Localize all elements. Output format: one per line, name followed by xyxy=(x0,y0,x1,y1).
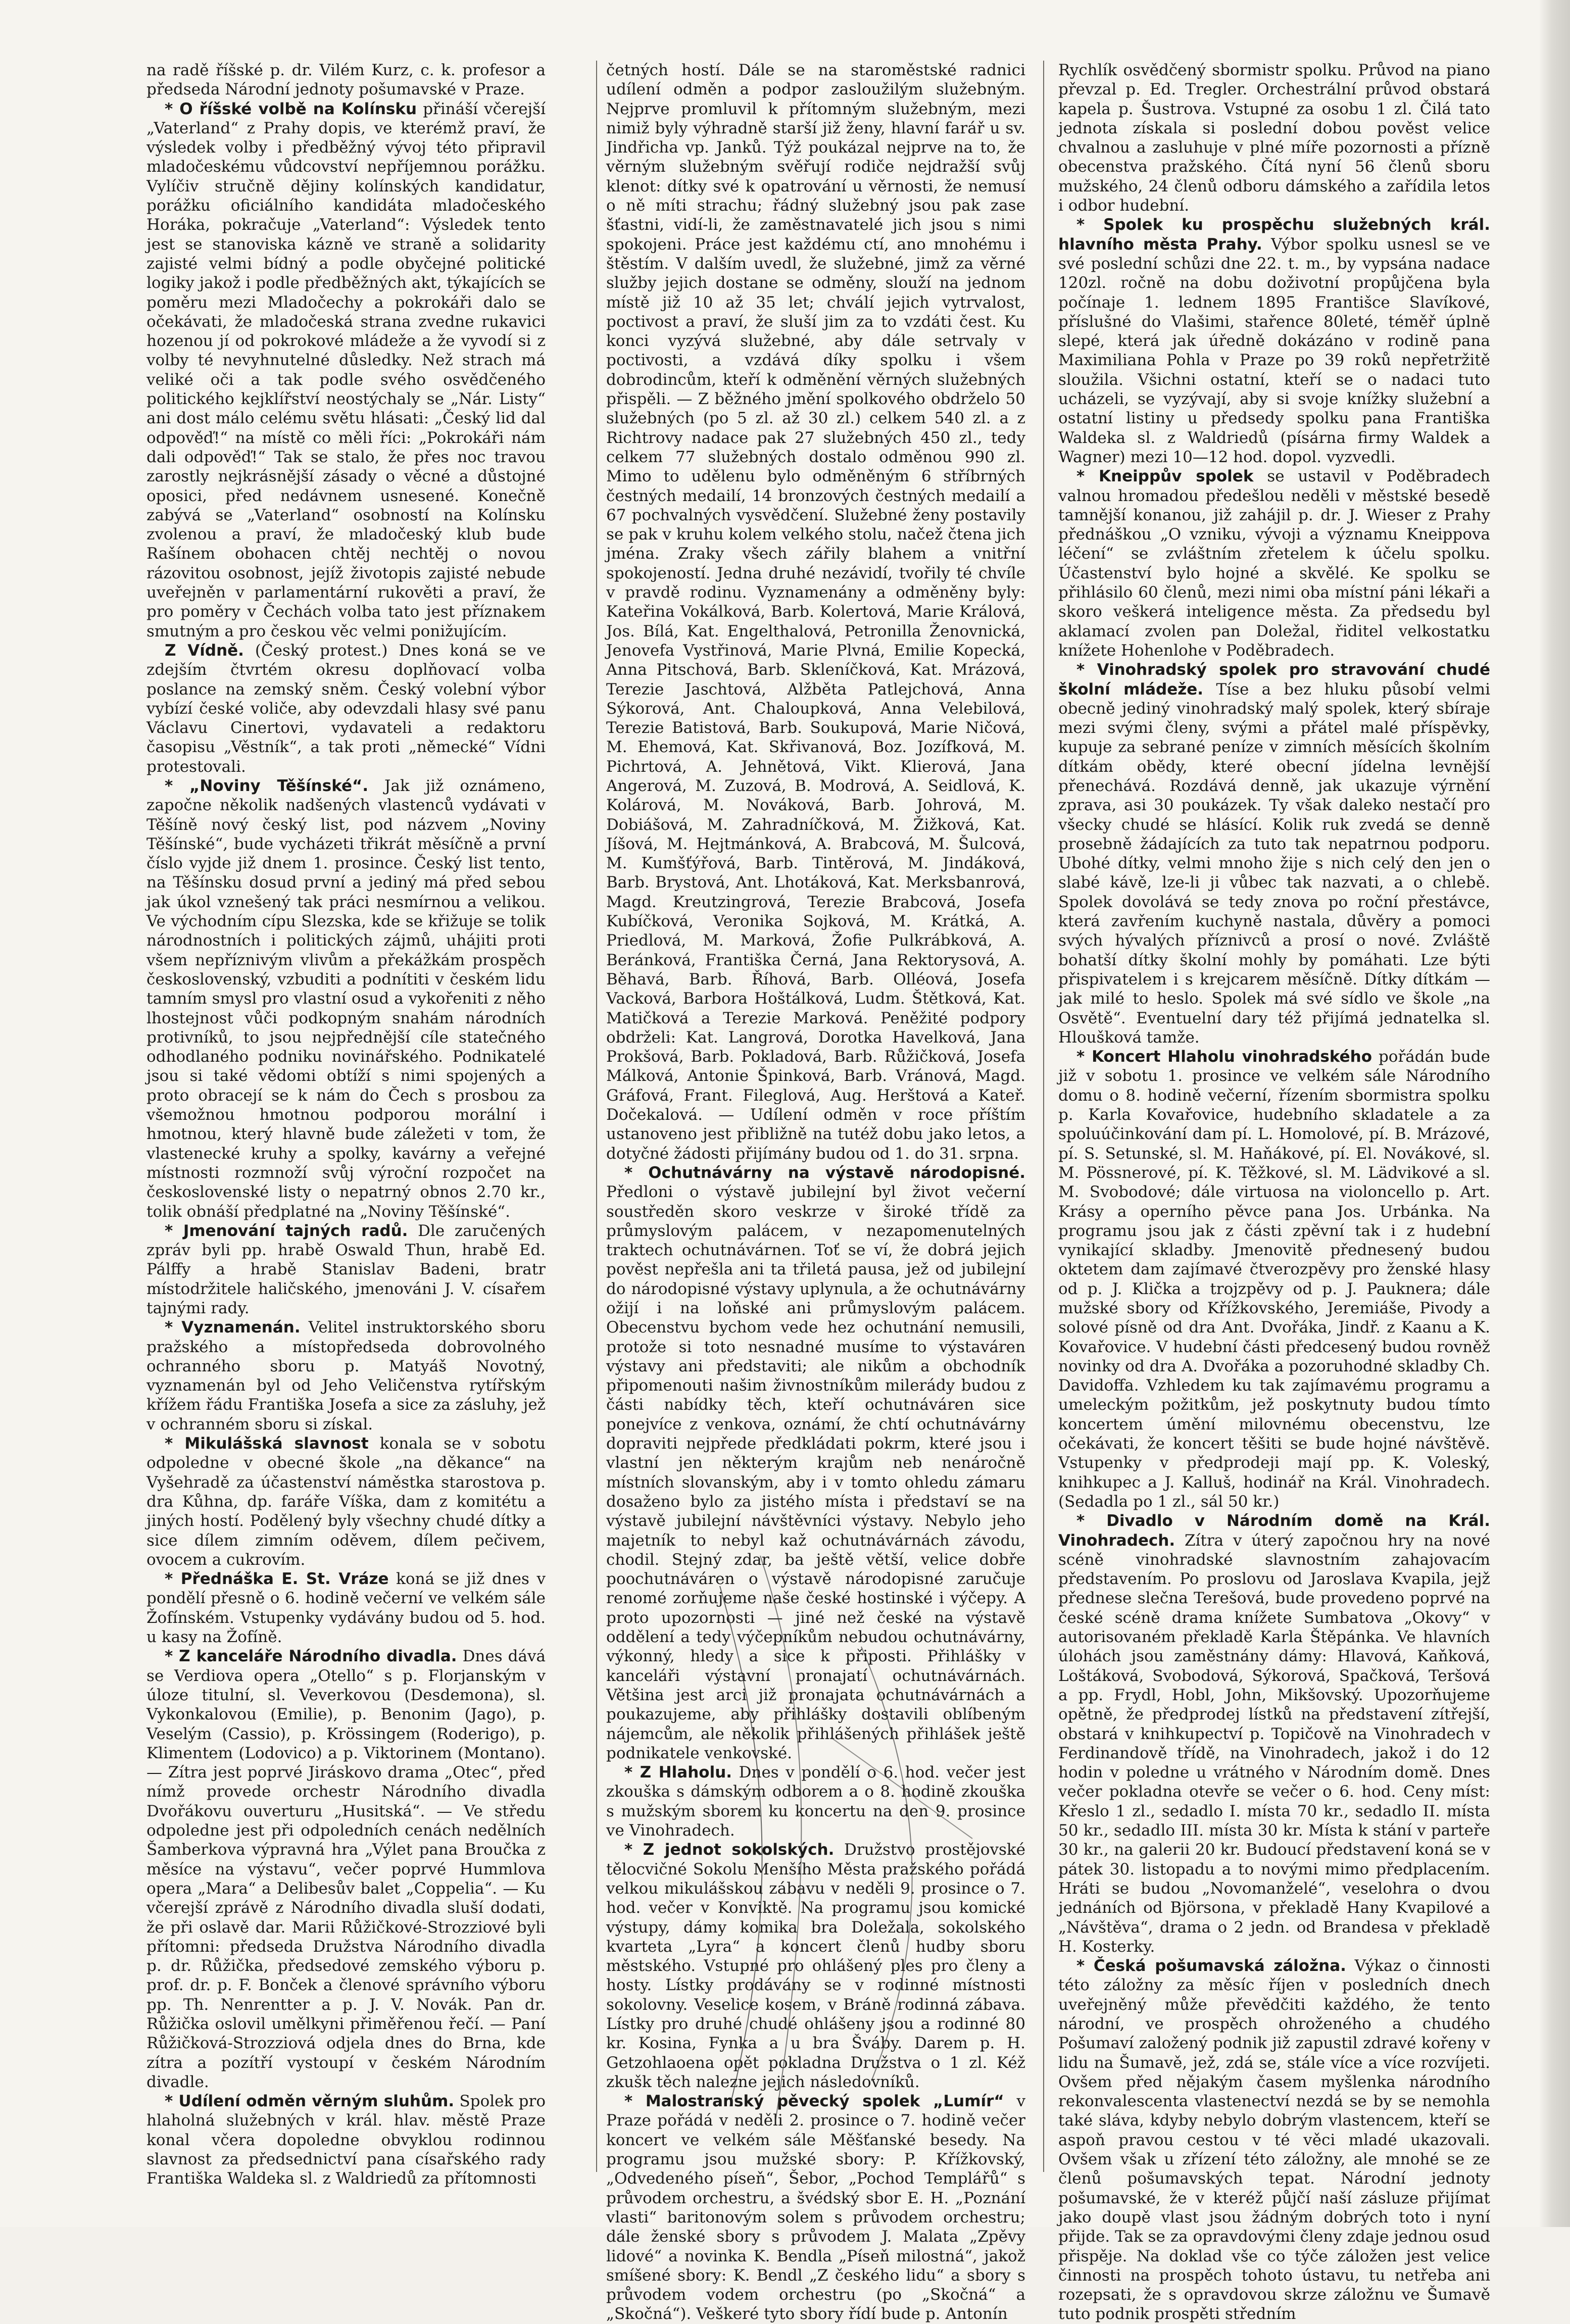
article-heading: * Mikulášská slavnost xyxy=(165,1435,369,1453)
article-text: Rychlík osvědčený sbormistr spolku. Průvod na piano převzal p. Ed. Tregler. Orchestrální průvod obstará kapela p. Šustrova. Vstupné za osobu 1 zl. Čilá tato jednota získala si poslední dobou pověst velice chvalnou a zasluhuje v plné míře pozornosti a přízně obecenstva pražského. Čítá nyní 56 členů sboru mužského, 24 členů odboru dámského a zařídila letos i odbor hudební. xyxy=(1058,61,1490,215)
article-paragraph xyxy=(1058,467,1490,660)
column-middle xyxy=(606,61,1026,2323)
article-text: konala se v sobotu odpoledne v obecné škole „na děkance“ na Vyšehradě za účastenství náměstka starostova p. dra Kůhna, dp. faráře Víška, dam z komitétu a jiných hostí. Podělený byly všechny chudé dítky a sice dílem zimním oděvem, dílem pečivem, ovocem a cukrovím. xyxy=(146,1435,546,1569)
column-rule xyxy=(596,61,597,2172)
article-heading: * Vinohradský spolek pro stravování chudé školní mládeže. xyxy=(1058,661,1490,699)
article-paragraph xyxy=(606,1763,1025,1840)
article-text: se ustavil v Poděbradech valnou hromadou předešlou neděli v městské besedě tamnější konanou, již zahájil p. dr. J. Wieser z Prahy přednáškou „O vzniku, vývoji a významu Kneippova léčení“ se zvláštním zřetelem k účelu spolku. Účastenství bylo hojné a skvělé. Ke spolku se přihlásilo 60 členů, mezi nimi oba místní páni lékaři a skoro veškerá inteligence města. Za předsedu byl aklamací zvolen pan Doležal, řiditel velkostatku knížete Hohenlohe v Poděbradech. xyxy=(1058,467,1490,660)
article-text: Dle zaručených zpráv byli pp. hrabě Oswald Thun, hrabě Ed. Pálffy a hrabě Stanislav Badeni, bratr místodržitele haličského, jmenováni J. V. císařem tajnými rady. xyxy=(146,1221,546,1317)
article-paragraph xyxy=(146,1318,546,1434)
column-right xyxy=(1058,61,1490,2323)
article-heading: * Spolek ku prospěchu služebných král. hlavního města Prahy. xyxy=(1058,216,1490,254)
article-text: koná se již dnes v pondělí přesně o 6. hodině večerní ve velkém sále Žofínském. Vstupenky vydávány budou od 5. hod. u kasy na Žofíně. xyxy=(146,1570,546,1647)
article-paragraph xyxy=(1058,1511,1490,1956)
article-text: pořádán bude již v sobotu 1. prosince ve velkém sále Národního domu o 8. hodině večerní, řízením sbormistra spolku p. Karla Kovařovice, hudebního skladatele a za spoluúčinkování dam pí. L. Homolové, pí. B. Mrázové, pí. S. Setunské, sl. M. Haňákové, pí. El. Novákové, sl. M. Pössnerové, pí. K. Těžkové, sl. M. Lädvikové a sl. M. Svobodové; dále virtuosa na violoncello p. Art. Krásy a operního pěvce pana Jos. Urbánka. Na programu jsou jak z části zpěvní tak i z hudební vynikající skladby. Jmenovitě přednesený budou oktetem dam zajímavé čtverozpěvy pro ženské hlasy od p. J. Klička a trojzpěvy od p. J. Pauknera; dále mužské sbory od Křížkovského, Jeremiáše, Pivody a solové písně od dra Ant. Dvořáka, Jindř. z Kaanu a K. Kovařovice. V hudební části předcesený budou rovněž novinky od dra A. Dvořáka a pozoruhodné skladby Ch. Davidoffa. Vzhledem ku tak zajímavému programu a umeleckým požitkům, jež poskytnuty budou tímto koncertem úmění milovnému obecenstvu, lze očekávati, že koncert těšiti se bude hojné návštěvě. Vstupenky v předprodeji mají pp. K. Voleský, knihkupec a J. Kalluš, hodinář na Král. Vinohradech. (Sedadla po 1 zl., sál 50 kr.) xyxy=(1058,1048,1490,1511)
article-text: Jak již oznámeno, započne několik nadšených vlastenců vydávati v Těšíně nový český list, pod názvem „Noviny Těšínské“, bude vycházeti třikrát měsíčně a první číslo vyjde již dnem 1. prosince. Český list tento, na Těšínsku dosud první a jediný má před sebou jak úkol vznešený tak práci nesmírnou a velikou. Ve východním cípu Slezska, kde se křižuje se tolik národnostních i politických zájmů, uhájiti proti všem nepříznivým vlivům a překážkám prospěch československý, vzbuditi a podnítiti v českém lidu tamním smysl pro vlastní osud a vykořeniti z něho lhostejnost vůči podkopným snahám národních protivníků, to jsou nejpřednější cíle statečného odhodlaného podniku novinářského. Podnikatelé jsou si také vědomi obtíží s nimi spojených a proto obracejí se k nám do Čech s prosbou za všemožnou hmotnou podporou morální i hmotnou, který hlavně bude záležeti v tom, že vlastenecké kruhy a spolky, kavárny a veřejné místnosti rozmnoží svůj výroční rozpočet na československé listy o nepatrný obnos 2.70 kr., tolik obnáší předplatné na „Noviny Těšínské“. xyxy=(146,776,546,1221)
article-text: četných hostí. Dále se na staroměstské radnici udílení odměn a podpor zasloužilým služebným. Nejprve promluvil k přítomným služebným, mezi nimiž byly výhradně starší již ženy, hlavní farář u sv. Jindřicha vp. Janků. Týž poukázal nejprve na to, že věrným služebným svěřují rodiče nejdražší svůj klenot: dítky své k opatrování u věrnosti, že nemusí o ně míti strachu; řádný služebný jsou pak zase šťastni, vidí-li, že zaměstnavatelé jich jsou s nimi spokojeni. Práce jest každému ctí, ano mnohému i štěstím. V dalším uvedl, že služebné, jimž za věrné služby jejich dostane se odměny, slouží na jednom místě již 10 až 35 let; chválí jejich vytrvalost, poctivost a praví, že sluší jim za to vzdáti čest. Ku konci vyzývá služebné, aby dále setrvaly v poctivosti, a vzdává díky spolku i všem dobrodincům, kteří k odměnění věrných služebných přispěli. — Z běžného jmění spolkového obdrželo 50 služebných (po 5 zl. až 30 zl.) celkem 540 zl. a z Richtrovy nadace pak 27 služebných 450 zl., tedy celkem 77 služebných dostalo odměnou 990 zl. Mimo to udělenu bylo odměněným 6 stříbrných čestných medailí, 14 bronzových čestných medailí a 67 pochvalných vysvědčení. Služebné ženy postavily se pak v kruhu kolem velkého stolu, načež čtena jich jména. Zraky všech zářily blahem a vnitřní spokojeností. Jedna druhé nezávidí, tvořily té chvíle v pravdě rodinu. Vyznamenány a odměněny byly: Kateřina Vokálková, Barb. Kolertová, Marie Králová, Jos. Bílá, Kat. Engelthalová, Petronilla Ženovnická, Jenovefa Vystřinová, Marie Plvná, Emilie Kopecká, Anna Pitschová, Barb. Skleníčková, Kat. Mrázová, Terezie Jaschtová, Alžběta Patlejchová, Anna Sýkorová, Ant. Chaloupková, Anna Velebilová, Terezie Batistová, Barb. Soukupová, Marie Ničová, M. Ehemová, Kat. Skřivanová, Boz. Jozífková, M. Pichrtová, A. Jehnětová, Vikt. Klierová, Jana Angerová, M. Zuzová, B. Modrová, A. Seidlová, K. Kolárová, M. Nováková, Barb. Johrová, M. Dobiášová, M. Zahradníčková, M. Žižková, Kat. Jíšová, M. Hejtmánková, A. Brabcová, M. Šulcová, M. Kumšťýřová, Barb. Tintěrová, M. Jindáková, Barb. Brystová, Ant. Lhotáková, Kat. Merksbanrová, Magd. Kreutzingrová, Terezie Brabcová, Josefa Kubíčková, Veronika Sojková, M. Krátká, A. Priedlová, M. Marková, Žofie Pulkrábková, A. Beránková, Františka Černá, Jana Rektorysová, A. Běhavá, Barb. Říhová, Barb. Olléová, Josefa Vacková, Barbora Hoštálková, Ludm. Štětková, Kat. Matičková a Terezie Marková. Peněžité podpory obdrželi: Kat. Langrová, Dorotka Havelková, Jana Prokšová, Barb. Pokladová, Barb. Růžičková, Josefa Málková, Antonie Špinková, Barb. Vránová, Magd. Gráfová, Frant. Fileglová, Aug. Herštová a Kateř. Dočekalová. — Udílení odměn v roce příštím ustanoveno jest přibližně na tutéž dobu jako letos, a dotyčné žádosti přijímány budou od 1. do 31. srpna. xyxy=(606,61,1025,1163)
article-heading: * O říšské volbě na Kolínsku xyxy=(165,100,417,118)
article-paragraph xyxy=(146,1434,546,1569)
article-paragraph xyxy=(146,776,546,1221)
article-paragraph xyxy=(606,61,1025,1163)
article-heading: * Z Hlaholu. xyxy=(624,1763,732,1782)
article-paragraph xyxy=(1058,1956,1490,2324)
article-heading: Z Vídně. xyxy=(165,641,244,660)
page-edge-shadow xyxy=(1540,0,1570,2227)
article-heading: * Jmenování tajných radů. xyxy=(165,1221,408,1240)
article-paragraph xyxy=(1058,660,1490,1047)
article-paragraph xyxy=(146,2092,546,2188)
article-heading: * Udílení odměn věrným sluhům. xyxy=(165,2092,455,2111)
article-text: Výkaz o činnosti této záložny za měsíc říjen v posledních dnech uveřejněný může převědčiti každého, že tento národní, ve prospěch ohroženého a chudého Pošumaví založený podnik již zapustil zdravé kořeny v lidu na Šumavě, jež, zdá se, stále více a více rozvíjeti. Ovšem před nějakým časem myšlenka národního rekonvalescenta vlastenectví nezdá se by se nemohla také sláva, kdyby nebylo dobrým vlastencem, kteří se aspoň pravou cestou v té věci mladé ukazovali. Ovšem však u zřízení této záložny, ale mnohé se ze členů pošumavských tepat. Národní jednoty pošumavské, že v kteréž půjčí naší zásluze přijímat jako doupě vlast jsou žádným dobrých toto i nyní přijde. Tak se za opravdovými členy zdaje jednou osud přispěje. Na doklad vše co týče záložen jest velice činnosti na prospěch tohoto ústavu, tu netřeba ani rozepsati, že s opravdovou skrze záložnu ve Šumavě tuto podnik prospěti středním xyxy=(1058,1957,1490,2323)
article-paragraph xyxy=(1058,215,1490,467)
article-heading: * Z kanceláře Národního divadla. xyxy=(165,1647,457,1666)
article-text: na radě říšské p. dr. Vilém Kurz, c. k. profesor a předseda Národní jednoty pošumavské v Praze. xyxy=(146,61,546,99)
article-paragraph xyxy=(146,641,546,776)
article-heading: * Divadlo v Národním domě na Král. Vinohradech. xyxy=(1058,1512,1490,1550)
article-text: Spolek pro hlaholná služebných v král. hlav. městě Praze konal včera dopoledne obvyklou rodinnou slavnost za předsednictví pana císařského rady Františka Waldeka sl. z Waldriedů za přítomnosti xyxy=(146,2092,546,2188)
article-text: v Praze pořádá v neděli 2. prosince o 7. hodině večer koncert ve velkém sále Měšťanské besedy. Na programu jsou mužské sbory: P. Křížkovský, „Odvedeného píseň“, Šebor, „Pochod Templářů“ s průvodem orchestru, a švédský sbor E. H. „Poznání vlasti“ baritonovým solem s průvodem orchestru; dále ženské sbory s průvodem J. Malata „Zpěvy lidové“ a novinka K. Bendla „Píseň milostná“, jakož smíšené sbory: K. Bendl „Z českého lidu“ a sbory s průvodem vodem orchestru (po „Skočná“ a „Skočná“). Veškeré tyto sbory řídí bude p. Antonín xyxy=(606,2092,1025,2323)
article-text: Družstvo prostějovské tělocvičné Sokolu Menšího Města pražského pořádá velkou mikulášskou zábavu v neděli 9. prosince o 7. hod. večer v Konviktě. Na programu jsou komické výstupy, dámy komika bra Doležala, sokolského kvarteta „Lyra“ a koncert členů hudby sboru městského. Vstupné pro ohlášený ples pro členy a hosty. Lístky prodávány se v rodinné místnosti sokolovny. Veselice kosem, v Bráně rodinná zábava. Lístky pro druhé chudé ohlášeny jsou a rodinné 80 kr. Kosina, Fynka a u bra Šváby. Darem p. H. Getzohlaoena opět pokladna Družstva o 1 zl. Kéž zkušk těch nalezne jejich následovníků. xyxy=(606,1841,1026,2091)
article-paragraph xyxy=(146,1569,546,1647)
column-left xyxy=(146,61,546,2187)
article-text: Dnes dává se Verdiova opera „Otello“ s p. Florjanským v úloze titulní, sl. Veverkovou (Desdemona), sl. Vykonkalovou (Emilie), p. Benonim (Jago), p. Veselým (Cassio), p. Krössingem (Roderigo), p. Klimentem (Lodovico) a p. Viktorinem (Montano). — Zítra jest poprvé Jiráskovo drama „Otec“, před nímž provede orchestr Národního divadla Dvořákovu ouverturu „Husitská“. — Ve středu odpoledne jest při odpoledních cenách nedělních Šamberkova výpravná hra „Výlet pana Broučka z měsíce na výstavu“, večer poprvé Hummlova opera „Mara“ a Delibesův balet „Coppelia“. — Ku včerejší zprávě z Národního divadla sluší dodati, že při oslavě dar. Marii Růžičkové-Strozziové byli přítomni: předseda Družstva Národního divadla p. dr. Růžička, předsedové zemského výboru p. prof. dr. p. F. Bonček a členové správního výboru pp. Th. Nenrentter a p. J. V. Novák. Pan dr. Růžička oslovil umělkyni přiměřenou řečí. — Paní Růžičková-Strozziová odjela dnes do Brna, kde zítra a pozítří vystoupí v českém Národním divadle. xyxy=(146,1647,546,2091)
article-text: Zítra v úterý započnou hry na nové scéně vinohradské slavnostním zahajovacím představením. Po proslovu od Jaroslava Kvapila, jejž přednese slečna Terešová, bude provedeno poprvé na české scéně drama knížete Sumbatova „Okovy“ v autorisovaném překladě Karla Štěpánka. Ve hlavních úlohách jsou zaměstnány dámy: Hlavová, Kaňková, Loštáková, Svobodová, Sýkorová, Spačková, Teršová a pp. Frydl, Hobl, John, Mikšovský. Upozorňujeme opětně, že předprodej lístků na představení zítřejší, obstará v knihkupectví p. Topičově na Vinohradech v Ferdinandově třídě, na Vinohradech, jakož i do 12 hodin v poledne u vrátného v Národním domě. Dnes večer pokladna otevře se večer o 6. hod. Ceny míst: Křeslo 1 zl., sedadlo I. místa 70 kr., sedadlo II. místa 50 kr., sedadlo III. místa 30 kr. Místa k stání v parteře 30 kr., na galerii 20 kr. Budoucí představení koná se v pátek 30. listopadu a to novými mimo předplacením. Hráti se budou „Novomanželé“, veselohra o dvou jednáních od Björsona, v překladě Hany Kvapilové a „Návštěva“, drama o 2 jedn. od Brandesa v překladě H. Kosterky. xyxy=(1058,1531,1490,1956)
article-heading: * Malostranský pěvecký spolek „Lumír“ xyxy=(624,2092,1004,2111)
article-heading: * Česká pošumavská záložna. xyxy=(1076,1957,1346,1975)
article-paragraph xyxy=(606,1840,1025,2092)
article-heading: * „Noviny Těšínské“. xyxy=(165,776,369,795)
article-heading: * Kneippův spolek xyxy=(1076,467,1254,486)
article-paragraph xyxy=(1058,61,1490,215)
article-heading: * Vyznamenán. xyxy=(165,1318,301,1337)
article-text: Výbor spolku usnesl se ve své poslední schůzi dne 22. t. m., by vypsána nadace 120zl. ročně na dobu doživotní propůjčena byla počínaje 1. lednem 1895 Františce Slavíkové, příslušné do Vlašimi, stařence 80leté, téměř úplně slepé, která jak úředně dokázáno v rodině pana Maximiliana Pohla v Praze po 39 roků nepřetržitě sloužila. Všichni ostatní, kteří se o nadaci tuto ucházeli, se vyzývají, aby si svoje knížky služební a ostatní listiny u předsedy spolku pana Františka Waldeka sl. z Waldriedů (písárna firmy Waldek a Wagner) mezi 10—12 hod. dopol. vyzvedli. xyxy=(1058,235,1490,466)
article-paragraph xyxy=(146,61,546,100)
article-paragraph xyxy=(1058,1047,1490,1511)
article-text: Velitel instruktorského sboru pražského a místopředseda dobrovolného ochranného sboru p. Matyáš Novotný, vyznamenán byl od Jeho Veličenstva rytířským křížem řádu Františka Josefa a sice za zásluhy, jež v ochranném sboru si získal. xyxy=(146,1318,546,1433)
article-heading: * Ochutnávárny na výstavě národopisné. xyxy=(624,1163,1025,1182)
article-text: Dnes v pondělí o 6. hod. večer jest zkouška s dámským odborem a o 8. hodině zkouška s mužským sborem ku koncertu na den 9. prosince ve Vinohradech. xyxy=(606,1763,1025,1840)
article-text: Předloni o výstavě jubilejní byl život večerní soustředěn skoro veskrze v široké třídě za průmyslovým palácem, v nezapomenutelných traktech ochutnávárnen. Toť se ví, že dobrá jejich pověst nepřešla ani ta třiletá pausa, jež od jubilejní do národopisné výstavy uplynula, a že ochutnávárny ožijí i na loňské ani průmyslovým palácem. Obecenstvu bychom vede hez ochutnání nemusili, protože si toto nesnadné musíme to výstaváren výstavy ani představiti; ale nikům a obchodník připomenouti našim živnostníkům milerády budou z části nabídky těch, kteří ochutnáváren sice ponejvíce z venkova, oznámí, že chtí ochutnávárny dopraviti nejpřede předkládati pokrm, které jsou i vlastní jen některým krajům neb nenáročně místních slovanským, aby i v tomto ohledu zámaru dosaženo bylo za jistého místa i představí se na výstavě jubilejní návštěvníci výstavy. Nebylo jeho majetník to nebyl kaž ochutnávárnách závodu, chodil. Stejný zdar, ba ještě větší, velice dobře poochutnáváren o výstavě národopisné zaručuje renomé zorňujeme naše české hostinské i výčepy. A proto upozornosti — jiné než české na výstavě oddělení a tedy výčepníkům nebudou ochutnávárny, výkonný, hledy a sice k připosti. Přihlášky v kanceláři výstavní pronajatí ochutnávárnách. Většina jest arci již pronajata ochutnávárnách a poukazujeme, aby přihlášky dostavili oblíbeným nájemcům, ale několik přihlášených přihlášek ještě podnikatele venkovské. xyxy=(606,1183,1025,1762)
article-paragraph xyxy=(606,1163,1025,1763)
article-text: (Český protest.) Dnes koná se ve zdejším čtvrtém okresu doplňovací volba poslance na zemský sněm. Český volební výbor vybízí české voliče, aby odevzdali hlasy své panu Václavu Cinertovi, vydavateli a redaktoru časopisu „Věstník“, a tak proti „německé“ Vídni protestovali. xyxy=(146,641,546,776)
article-heading: * Přednáška E. St. Vráze xyxy=(165,1570,389,1589)
article-heading: * Z jednot sokolských. xyxy=(624,1841,835,1859)
article-text: přináší včerejší „Vaterland“ z Prahy dopis, ve kterémž praví, že výsledek volby i předběžný vývoj této připravil mladočeskému vůdcovství nepříjemnou porážku. Vylíčiv stručně dějiny kolínských kandidatur, porážku oficiálního kandidáta mladočeského Horáka, pokračuje „Vaterland“: Výsledek tento jest se stanoviska kázně ve straně a solidarity zajisté velmi bídný a podle obyčejné politické logiky jakož i podle předběžných akt, týkajících se poměru mezi Mladočechy a pokrokáři dalo se očekávati, že mladočeská strana zvedne rukavici hozenou jí od pokrokové mládeže a že vyvodí si z volby té nevyhnutelné důsledky. Než strach má veliké oči a tak podle svého osvědčeného politického kejklířství neostýchaly se „Nár. Listy“ ani dost málo celému světu hlásati: „Český lid dal odpověď!“ na místě co měli říci: „Pokrokáři nám dali odpověď!“ Tak se stalo, že přes noc travou zarostly nejkrásnější zásady o věcné a důstojné oposici, před nedávnem usnesené. Konečně zabývá se „Vaterland“ osobností na Kolínsku zvolenou a praví, že mladočeský klub bude Rašínem obohacen chtěj nechtěj o novou rázovitou osobnost, jejíž životopis zajisté nebude uveřejněn v parlamentární rukověti a praví, že pro poměry v Čechách volba tato jest příznakem smutným a pro českou věc velmi ponižujícím. xyxy=(146,100,546,640)
column-rule xyxy=(1043,61,1044,2172)
article-paragraph xyxy=(146,1647,546,2092)
article-heading: * Koncert Hlaholu vinohradského xyxy=(1076,1048,1372,1066)
article-text: Tíse a bez hluku působí velmi obecně jediný vinohradský malý spolek, který sbíraje mezi svými členy, svými a přátel malé příspěvky, kupuje za sebrané peníze v zimních měsících školním dítkám obědy, které obecní jídelna levnější přenechává. Rozdává denně, jak ukazuje výrnění zprava, asi 30 poukázek. Ty však daleko nestačí pro všecky chudé se hlásící. Kolik ruk zvedá se denně prosebně žádajících za tuto tak nepatrnou podporu. Ubohé dítky, velmi mnoho žije s nich celý den jen o slabé kávě, lze-li ji vůbec tak nazvati, a o chlebě. Spolek dovolává se tedy znova po roční přestávce, která zavřením kuchyně nastala, důvěry a pomoci svých hývalých příznivců a prosí o nové. Zvláště bohatší dítky školní mohly by pomáhati. Lze býti přispivatelem i s krejcarem měsíčně. Dítky dítkám — jak milé to heslo. Spolek má své sídlo ve škole „na Osvětě“. Eventuelní dary též přijímá jednatelka sl. Hloušková tamže. xyxy=(1058,680,1490,1047)
article-paragraph xyxy=(146,1221,546,1318)
article-paragraph xyxy=(606,2092,1025,2324)
article-paragraph xyxy=(146,100,546,641)
